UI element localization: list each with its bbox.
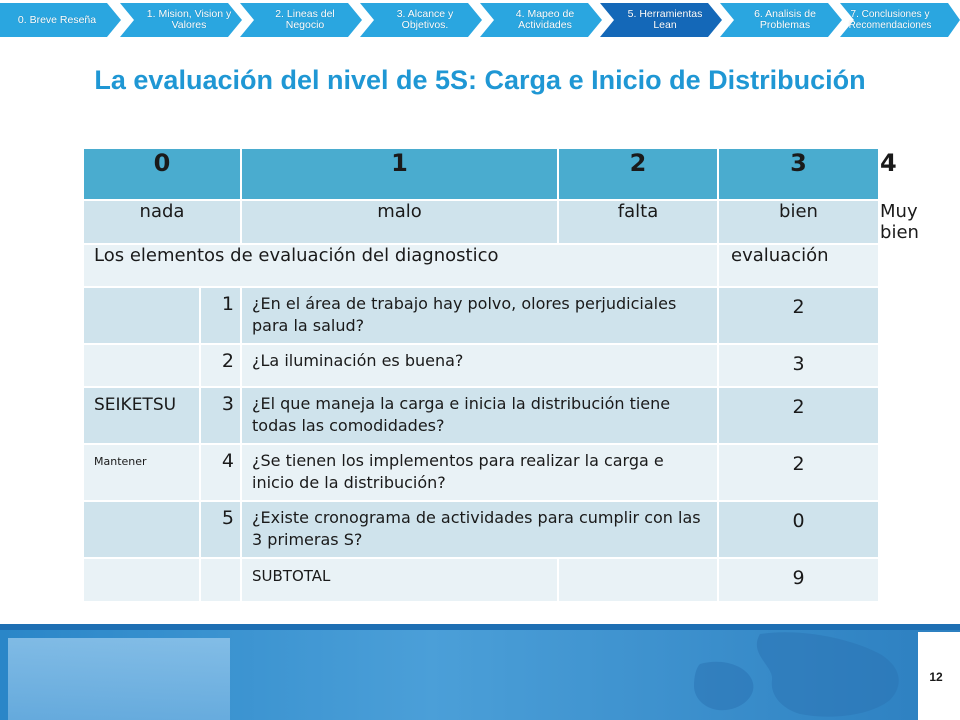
category-cell-empty bbox=[83, 344, 200, 387]
evaluation-header: evaluación bbox=[718, 244, 879, 287]
table-row bbox=[83, 387, 879, 444]
question-text: ¿Se tienen los implementos para realizar la carga e inicio de la distribución? bbox=[241, 444, 718, 501]
question-score: 3 bbox=[718, 344, 879, 387]
question-score: 2 bbox=[718, 287, 879, 344]
question-number: 2 bbox=[200, 344, 241, 387]
question-text: ¿La iluminación es buena? bbox=[241, 344, 718, 387]
question-text: ¿El que maneja la carga e inicia la distribución tiene todas las comodidades? bbox=[241, 387, 718, 444]
table-row bbox=[83, 344, 879, 387]
nav-tab-breve-resena[interactable]: 0. Breve Reseña bbox=[17, 13, 97, 26]
scale-values-row: 0 1 2 3 4 bbox=[83, 148, 879, 200]
scale-label-falta: falta bbox=[558, 200, 718, 244]
category-cell-empty bbox=[83, 287, 200, 344]
nav-tab-alcance-objetivos[interactable]: 3. Alcance y Objetivos. bbox=[396, 8, 454, 31]
scale-label-bien: bien bbox=[718, 200, 879, 244]
question-text: ¿Existe cronograma de actividades para cumplir con las 3 primeras S? bbox=[241, 501, 718, 558]
nav-tab-mision-vision[interactable]: 1. Mision, Vision y Valores bbox=[146, 8, 232, 31]
table-row bbox=[83, 501, 879, 558]
subtotal-row bbox=[83, 558, 879, 602]
scale-labels-row: nada malo falta bien Muy bien bbox=[83, 200, 879, 244]
question-text: ¿En el área de trabajo hay polvo, olores perjudiciales para la salud? bbox=[241, 287, 718, 344]
category-seiketsu: SEIKETSU bbox=[83, 387, 200, 444]
question-score: 2 bbox=[718, 444, 879, 501]
scale-value-0: 0 bbox=[83, 148, 241, 200]
page-number: 12 bbox=[929, 670, 943, 684]
evaluation-table bbox=[82, 147, 919, 603]
scale-label-malo: malo bbox=[241, 200, 558, 244]
section-header: Los elementos de evaluación del diagnostico bbox=[83, 244, 718, 287]
subtotal-empty-cell bbox=[200, 558, 241, 602]
top-navigation bbox=[0, 0, 960, 38]
subtotal-empty-cell bbox=[83, 558, 200, 602]
question-number: 5 bbox=[200, 501, 241, 558]
section-header-row bbox=[83, 244, 879, 287]
subtotal-label: SUBTOTAL bbox=[241, 558, 558, 602]
question-score: 0 bbox=[718, 501, 879, 558]
nav-tab-lineas-negocio[interactable]: 2. Lineas del Negocio bbox=[275, 8, 335, 31]
category-cell-empty bbox=[83, 501, 200, 558]
footer-background bbox=[0, 624, 960, 720]
scale-value-2: 2 bbox=[558, 148, 718, 200]
question-number: 4 bbox=[200, 444, 241, 501]
scale-value-1: 1 bbox=[241, 148, 558, 200]
table-row bbox=[83, 287, 879, 344]
table-row bbox=[83, 444, 879, 501]
nav-tab-conclusiones[interactable]: 7. Conclusiones y Recomendaciones bbox=[848, 9, 932, 31]
subtotal-value: 9 bbox=[718, 558, 879, 602]
nav-tab-herramientas-lean[interactable]: 5. Herramientas Lean bbox=[627, 8, 703, 31]
question-score: 2 bbox=[718, 387, 879, 444]
question-number: 3 bbox=[200, 387, 241, 444]
scale-label-nada: nada bbox=[83, 200, 241, 244]
category-note-mantener: Mantener bbox=[83, 444, 200, 501]
nav-tab-mapeo-actividades[interactable]: 4. Mapeo de Actividades bbox=[515, 8, 575, 31]
scale-value-3: 3 bbox=[718, 148, 879, 200]
footer-band bbox=[0, 624, 960, 720]
subtotal-empty-cell bbox=[558, 558, 718, 602]
slide-title: La evaluación del nivel de 5S: Carga e Inicio de Distribución bbox=[94, 65, 866, 95]
question-number: 1 bbox=[200, 287, 241, 344]
nav-tab-analisis-problemas[interactable]: 6. Analisis de Problemas bbox=[754, 8, 816, 31]
